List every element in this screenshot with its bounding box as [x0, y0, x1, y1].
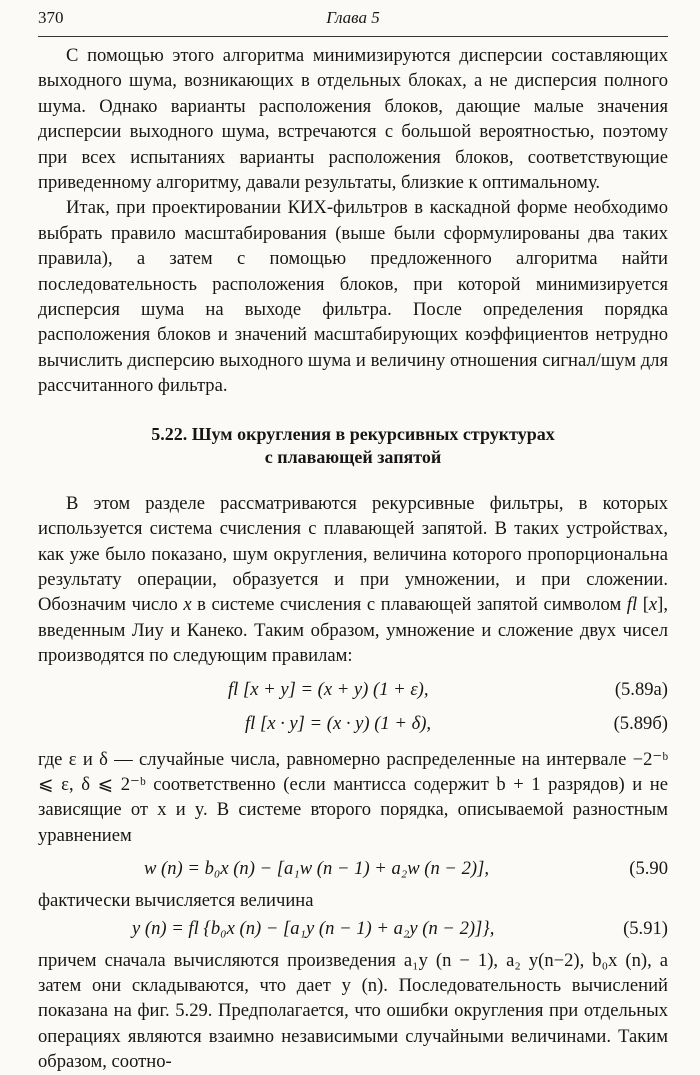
- equation-formula: fl [x · y] = (x · y) (1 + δ),: [245, 712, 432, 734]
- chapter-title: Глава 5: [326, 8, 380, 27]
- equation-5-91: [38, 914, 668, 948]
- equation-number: (5.89а): [614, 678, 668, 700]
- equation-formula: w (n) = b₀x (n) − [a₁w (n − 1) + a₂w (n − 2)],: [144, 858, 489, 880]
- section-heading: [38, 423, 668, 469]
- paragraph-fir-design-summary: Итак, при проектировании КИХ-фильтров в каскадной форме необходимо выбрать правило масштабирования (выше были сформулированы два таких правила), а затем с помощью предложенного алгоритма найти последовательность расположения блоков, при которой минимизируется дисперсия шума на выходе фильтра. После определения порядка расположения блоков и значений масштабирующих коэффициентов нетрудно вычислить дисперсию выходного шума и величину отношения сигнал/шум для рассчитанного фильтра.: [38, 197, 668, 397]
- paragraph-floating-point-intro: В этом разделе рассматриваются рекурсивные фильтры, в которых используется система счисления с плавающей запятой. В таких устройствах, как уже было показано, шум округления, величина которого пропорциональна результату операции, образуется и при умножении, и при сложении. Обозначим число x в системе счисления с плавающей запятой символом fl [x], введенным Лиу и Канеко. Таким образом, умножение и сложение двух чисел производятся по следующим правилам:: [38, 492, 668, 667]
- page-body: [38, 37, 668, 1075]
- paragraph-algorithm-result: С помощью этого алгоритма минимизируются дисперсии составляющих выходного шума, возникающих в отдельных блоках, а не дисперсия полного шума. Однако варианты расположения блоков, дающие малые значения дисперсии выходного шума, встречаются с большой вероятностью, поэтому при всех испытаниях варианты расположения блоков, соответствующие приведенному алгоритму, давали результаты, близкие к оптимальному.: [38, 45, 668, 194]
- equation-5-89a: [38, 675, 668, 709]
- section-heading-line-1: 5.22. Шум округления в рекурсивных структурах: [151, 423, 555, 444]
- equation-number: (5.90: [629, 858, 668, 880]
- equation-5-90: [38, 854, 668, 888]
- section-heading-line-2: с плавающей запятой: [264, 446, 442, 467]
- equation-5-89b: [38, 709, 668, 743]
- equation-number: (5.91): [623, 917, 668, 939]
- equation-formula: fl [x + y] = (x + y) (1 + ε),: [228, 678, 429, 700]
- equation-formula: y (n) = fl {b₀x (n) − [a₁y (n − 1) + a₂y (n − 2)]},: [132, 917, 495, 939]
- symbol-x: x: [183, 594, 192, 616]
- running-head: [38, 0, 668, 37]
- symbol-fl: fl: [626, 594, 638, 616]
- page-number: 370: [38, 8, 64, 27]
- equation-number: (5.89б): [613, 712, 668, 734]
- paragraph-computation-order: причем сначала вычисляются произведения a₁y (n − 1), a₂ y(n−2), b₀x (n), а затем они складываются, что дает y (n). Последовательность вычислений показана на фиг. 5.29. Предполагается, что ошибки округления при отдельных операциях являются взаимно независимыми случайными величинами. Таким образом, соотно-: [38, 949, 668, 1073]
- paragraph-random-errors: где ε и δ — случайные числа, равномерно распределенные на интервале −2⁻ᵇ ⩽ ε, δ ⩽ 2⁻ᵇ соответственно (если мантисса содержит b + 1 разрядов) и не зависящие от x и y. В системе второго порядка, описываемой разностным уравнением: [38, 748, 668, 846]
- paragraph-computed-value: фактически вычисляется величина: [38, 890, 314, 912]
